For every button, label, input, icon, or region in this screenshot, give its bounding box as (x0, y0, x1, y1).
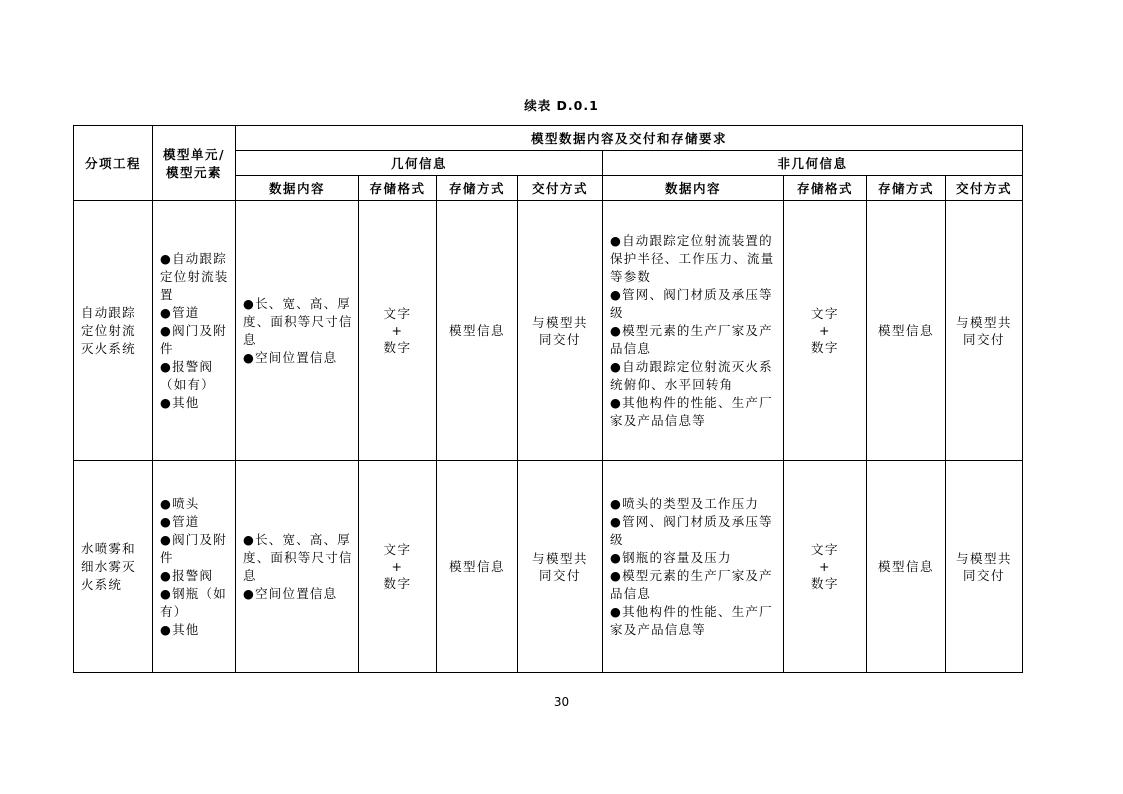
header-nongeo-delivery: 交付方式 (946, 176, 1023, 201)
page-number: 30 (553, 695, 570, 709)
format-number: 数字 (383, 340, 412, 355)
list-item: ●模型元素的生产厂家及产品信息 (610, 322, 773, 356)
list-item: ●模型元素的生产厂家及产品信息 (610, 567, 773, 601)
list-item: ●自动跟踪定位射流装置 (160, 250, 229, 302)
header-group-top: 模型数据内容及交付和存储要求 (236, 126, 1023, 151)
model-data-table (73, 125, 1023, 673)
header-element: 模型单元/模型元素 (153, 126, 236, 201)
nongeo-content-cell (603, 461, 784, 673)
list-item: ●长、宽、高、厚度、面积等尺寸信息 (243, 295, 353, 347)
geo-storage-cell: 模型信息 (437, 461, 518, 673)
list-item: ●报警阀（如有） (160, 358, 215, 392)
geo-format-cell (359, 201, 437, 461)
format-text: 文字 (810, 306, 839, 321)
elements-cell (153, 201, 236, 461)
table-row (74, 201, 1023, 461)
header-geo-format: 存储格式 (359, 176, 437, 201)
list-item: ●钢瓶的容量及压力 (610, 549, 732, 565)
format-plus: + (391, 559, 404, 574)
format-plus: + (819, 559, 831, 574)
format-number: 数字 (810, 340, 839, 355)
list-item: ●管网、阀门材质及承压等级 (610, 286, 773, 320)
geo-content-cell (236, 461, 359, 673)
geo-storage-cell: 模型信息 (437, 201, 518, 461)
nongeo-storage-cell: 模型信息 (867, 201, 946, 461)
format-text: 文字 (810, 542, 839, 557)
header-geo: 几何信息 (236, 151, 603, 176)
list-item: ●管网、阀门材质及承压等级 (610, 513, 773, 547)
geo-format-cell (359, 461, 437, 673)
nongeo-delivery-cell: 与模型共同交付 (946, 201, 1023, 461)
nongeo-format-cell (784, 201, 867, 461)
header-geo-content: 数据内容 (236, 176, 359, 201)
header-nongeo: 非几何信息 (603, 151, 1023, 176)
format-plus: + (819, 323, 831, 338)
list-item: ●其他 (160, 621, 200, 637)
list-item: ●报警阀 (160, 567, 214, 583)
list-item: ●自动跟踪定位射流灭火系统俯仰、水平回转角 (610, 358, 773, 392)
project-cell: 水喷雾和细水雾灭火系统 (74, 461, 153, 673)
format-number: 数字 (810, 576, 839, 591)
geo-delivery-cell: 与模型共同交付 (518, 461, 603, 673)
geo-delivery-cell: 与模型共同交付 (518, 201, 603, 461)
list-item: ●自动跟踪定位射流装置的保护半径、工作压力、流量等参数 (610, 232, 775, 284)
list-item: ●其他构件的性能、生产厂家及产品信息等 (610, 394, 773, 428)
list-item: ●管道 (160, 304, 200, 320)
list-item: ●其他构件的性能、生产厂家及产品信息等 (610, 603, 773, 637)
list-item: ●喷头 (160, 495, 200, 511)
format-text: 文字 (383, 306, 412, 321)
list-item: ●阀门及附件 (160, 322, 227, 356)
elements-cell (153, 461, 236, 673)
format-number: 数字 (383, 576, 412, 591)
table-row (74, 461, 1023, 673)
header-nongeo-storage: 存储方式 (867, 176, 946, 201)
nongeo-format-cell (784, 461, 867, 673)
list-item: ●其他 (160, 394, 200, 410)
list-item: ●喷头的类型及工作压力 (610, 495, 760, 511)
nongeo-delivery-cell: 与模型共同交付 (946, 461, 1023, 673)
list-item: ●长、宽、高、厚度、面积等尺寸信息 (243, 531, 353, 583)
header-geo-delivery: 交付方式 (518, 176, 603, 201)
list-item: ●阀门及附件 (160, 531, 227, 565)
header-nongeo-format: 存储格式 (784, 176, 867, 201)
format-text: 文字 (383, 542, 412, 557)
list-item: ●空间位置信息 (243, 349, 338, 365)
format-plus: + (391, 323, 404, 338)
list-item: ●管道 (160, 513, 200, 529)
geo-content-cell (236, 201, 359, 461)
list-item: ●空间位置信息 (243, 585, 338, 601)
project-cell: 自动跟踪定位射流灭火系统 (74, 201, 153, 461)
nongeo-content-cell (603, 201, 784, 461)
header-project: 分项工程 (74, 126, 153, 201)
nongeo-storage-cell: 模型信息 (867, 461, 946, 673)
table-title: 续表 D.0.1 (524, 98, 599, 113)
list-item: ●钢瓶（如有） (160, 585, 227, 619)
header-nongeo-content: 数据内容 (603, 176, 784, 201)
header-geo-storage: 存储方式 (437, 176, 518, 201)
